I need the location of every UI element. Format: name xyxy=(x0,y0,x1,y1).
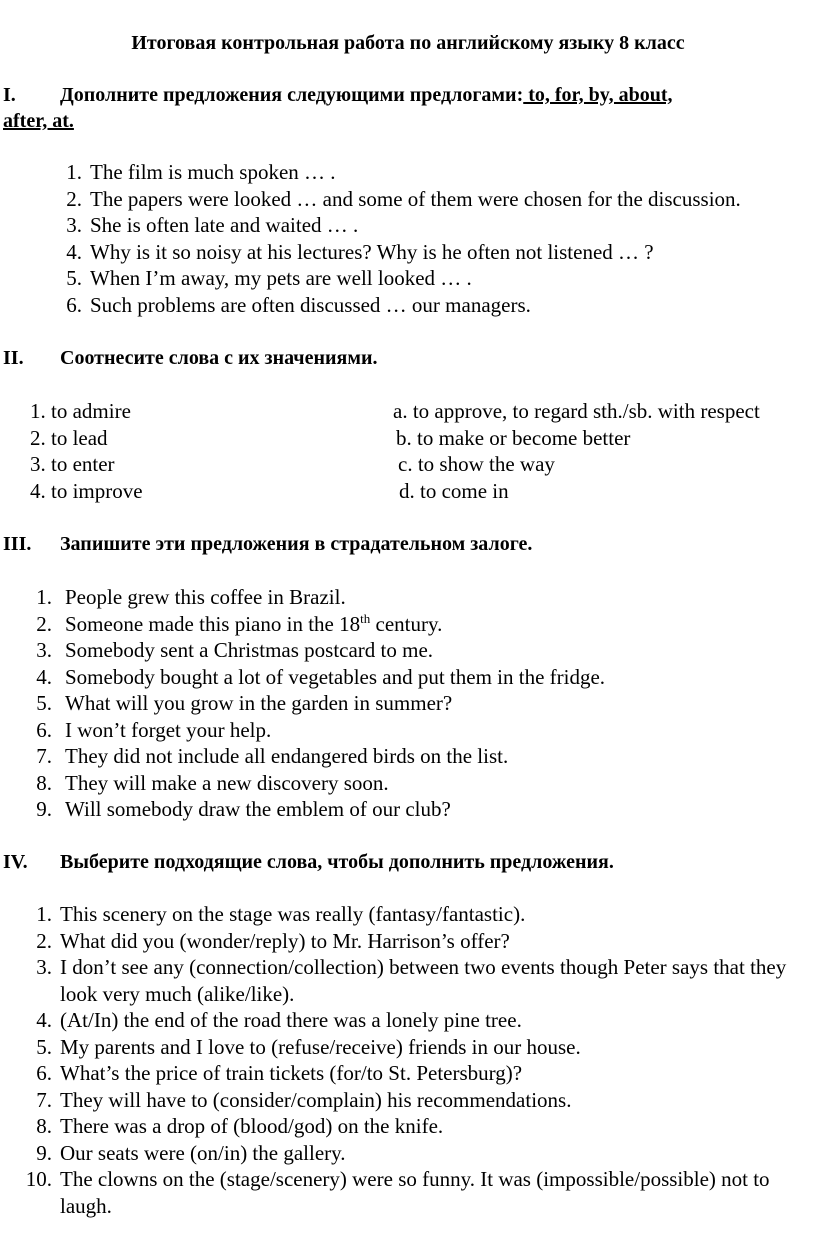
item-text: What will you grow in the garden in summer? xyxy=(65,691,453,715)
item-number: 7. xyxy=(36,1087,52,1112)
item-text: People grew this coffee in Brazil. xyxy=(65,585,346,609)
list-item xyxy=(30,159,800,186)
section-1-prepositions-line2: after, at. xyxy=(3,110,74,132)
item-text: The papers were looked … and some of them were chosen for the discussion. xyxy=(90,186,741,211)
list-item xyxy=(0,743,800,770)
item-number: 1. xyxy=(36,902,52,926)
item-text: This scenery on the stage was really (fantasy/fantastic). xyxy=(60,902,526,926)
item-number: 4. xyxy=(36,1008,52,1032)
item-number: 4. xyxy=(36,664,52,689)
item-text: The film is much spoken … . xyxy=(90,160,336,184)
word-item: 3. to enter xyxy=(30,452,115,476)
item-text: They did not include all endangered birds on the list. xyxy=(65,744,509,768)
item-number: 2. xyxy=(36,611,52,636)
item-text: There was a drop of (blood/god) on the knife. xyxy=(60,1114,444,1138)
item-number: 3. xyxy=(36,955,52,979)
item-number: 5. xyxy=(66,266,82,290)
item-text: (At/In) the end of the road there was a lonely pine tree. xyxy=(60,1008,522,1032)
item-number: 10. xyxy=(25,1167,52,1191)
list-item xyxy=(0,1087,812,1114)
section-1-heading-text: Дополните предложения следующими предлогами: xyxy=(60,84,524,106)
item-text: They will have to (consider/complain) his recommendations. xyxy=(60,1087,572,1112)
list-item xyxy=(30,239,800,266)
superscript: th xyxy=(360,610,371,626)
list-item xyxy=(0,1007,812,1034)
item-text: They will make a new discovery soon. xyxy=(65,770,389,795)
item-number: 3. xyxy=(36,638,52,662)
list-item xyxy=(0,954,812,1007)
section-3-heading-text: Запишите эти предложения в страдательном залоге. xyxy=(60,533,533,555)
item-number: 9. xyxy=(36,1140,52,1165)
item-number: 8. xyxy=(36,770,52,795)
list-item xyxy=(0,1166,812,1219)
section-1-list xyxy=(30,159,800,318)
item-text: What did you (wonder/reply) to Mr. Harrison’s offer? xyxy=(60,928,510,953)
section-3-list xyxy=(0,584,800,823)
item-text: I won’t forget your help. xyxy=(65,717,272,742)
list-item xyxy=(0,928,812,955)
list-item xyxy=(0,1034,812,1061)
section-1-prepositions-line1: to, for, by, about, xyxy=(523,84,673,106)
section-1-number: I. xyxy=(3,84,16,106)
list-item xyxy=(30,212,800,239)
item-text: When I’m away, my pets are well looked … . xyxy=(90,266,472,290)
item-number: 1. xyxy=(36,585,52,609)
list-item xyxy=(30,292,800,319)
section-3-heading xyxy=(3,531,803,557)
item-text: Our seats were (on/in) the gallery. xyxy=(60,1140,346,1165)
item-number: 1. xyxy=(66,160,82,184)
item-text: She is often late and waited … . xyxy=(90,213,359,237)
item-number: 6. xyxy=(36,1061,52,1085)
item-text: Will somebody draw the emblem of our club? xyxy=(65,797,451,821)
item-text-cont: century. xyxy=(370,611,443,636)
section-4-heading xyxy=(3,849,803,875)
list-item xyxy=(0,770,800,797)
section-4-number: IV. xyxy=(3,851,28,873)
word-item: 2. to lead xyxy=(30,425,108,450)
list-item xyxy=(0,901,812,928)
item-number: 5. xyxy=(36,691,52,715)
list-item xyxy=(0,584,800,611)
item-text: Someone made this piano in the 18 xyxy=(65,611,361,636)
item-number: 6. xyxy=(36,717,52,742)
section-2-heading xyxy=(3,345,803,371)
item-number: 4. xyxy=(66,239,82,264)
item-number: 6. xyxy=(66,292,82,317)
list-item xyxy=(0,1060,812,1087)
list-item xyxy=(0,717,800,744)
item-text: I don’t see any (connection/collection) between two events though Peter says that they look very much (alike/like). xyxy=(60,955,787,1006)
section-4-heading-text: Выберите подходящие слова, чтобы дополнить предложения. xyxy=(60,851,614,873)
meaning-item: c. to show the way xyxy=(398,452,555,476)
item-number: 2. xyxy=(36,928,52,953)
item-text: What’s the price of train tickets (for/to St. Petersburg)? xyxy=(60,1061,523,1085)
item-text: Why is it so noisy at his lectures? Why is he often not listened … ? xyxy=(90,239,654,264)
word-item: 1. to admire xyxy=(30,399,131,423)
item-text: Somebody sent a Christmas postcard to me. xyxy=(65,638,434,662)
list-item xyxy=(30,186,800,213)
list-item xyxy=(0,690,800,717)
page-title: Итоговая контрольная работа по английскому языку 8 класс xyxy=(131,32,685,54)
list-item xyxy=(0,1113,812,1140)
list-item xyxy=(0,796,800,823)
item-number: 8. xyxy=(36,1114,52,1138)
item-number: 3. xyxy=(66,213,82,237)
list-item xyxy=(30,265,800,292)
item-text: Somebody bought a lot of vegetables and put them in the fridge. xyxy=(65,664,606,689)
list-item xyxy=(0,664,800,691)
item-number: 2. xyxy=(66,186,82,211)
section-4-list xyxy=(0,901,812,1219)
item-number: 9. xyxy=(36,797,52,821)
section-2-number: II. xyxy=(3,347,24,369)
section-2-heading-text: Соотнесите слова с их значениями. xyxy=(60,347,378,369)
item-number: 7. xyxy=(36,744,52,768)
meaning-item: d. to come in xyxy=(399,478,509,503)
word-item: 4. to improve xyxy=(30,478,143,503)
list-item xyxy=(0,611,800,638)
list-item xyxy=(0,637,800,664)
list-item xyxy=(0,1140,812,1167)
section-1-heading xyxy=(3,82,803,134)
meaning-item: a. to approve, to regard sth./sb. with respect xyxy=(393,399,760,423)
item-text: The clowns on the (stage/scenery) were so funny. It was (impossible/possible) not to laugh. xyxy=(60,1167,770,1218)
item-text: My parents and I love to (refuse/receive) friends in our house. xyxy=(60,1034,581,1059)
section-3-number: III. xyxy=(3,533,32,555)
item-text: Such problems are often discussed … our managers. xyxy=(90,292,531,317)
item-number: 5. xyxy=(36,1034,52,1059)
meaning-item: b. to make or become better xyxy=(396,425,631,450)
